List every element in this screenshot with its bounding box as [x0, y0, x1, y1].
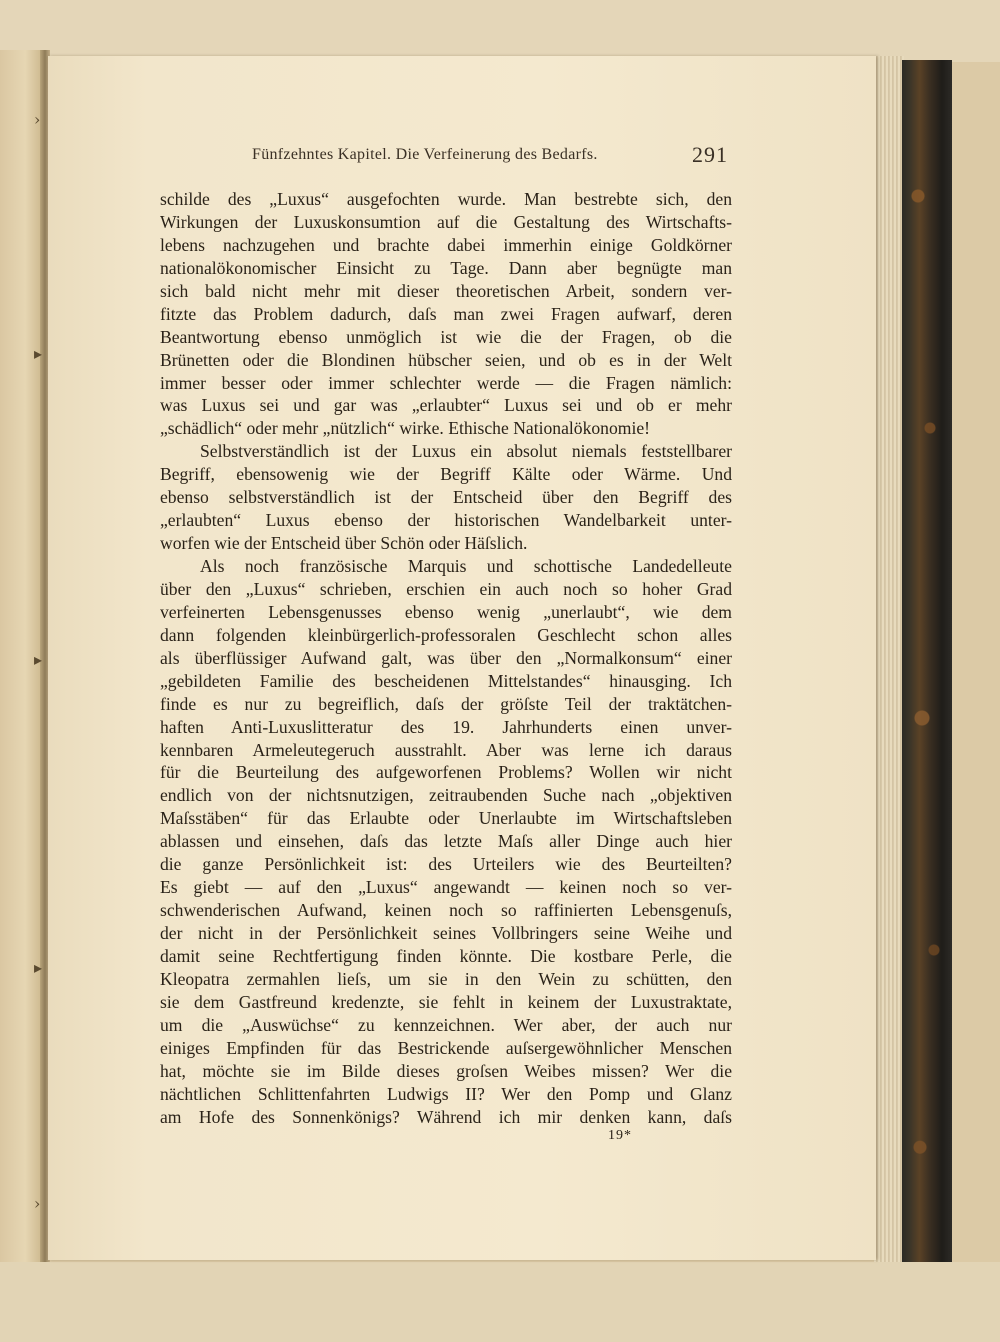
- text-line: haften Anti-Luxuslitteratur des 19. Jahrhunderts einen unver-: [160, 716, 732, 737]
- text-line: als überflüssiger Aufwand galt, was über den „Normalkonsum“ einer: [160, 647, 732, 668]
- page-number: 291: [692, 142, 728, 167]
- text-line: nationalökonomischer Einsicht zu Tage. Dann aber begnügte man: [160, 257, 732, 278]
- text-line: am Hofe des Sonnenkönigs? Während ich mir denken kann, daſs: [160, 1106, 732, 1127]
- margin-mark: ▸: [34, 344, 43, 363]
- text-line: um die „Auswüchse“ zu kennzeichnen. Wer aber, der auch nur: [160, 1014, 732, 1035]
- background-top: [0, 0, 1000, 62]
- text-line: einiges Empfinden für das Bestrickende auſsergewöhnlicher Menschen: [160, 1037, 732, 1058]
- margin-mark: ▸: [34, 650, 43, 669]
- text-line: Begriff, ebensowenig wie der Begriff Kälte oder Wärme. Und: [160, 464, 732, 485]
- text-line: der nicht in der Persönlichkeit seines Vollbringers seine Weihe und: [160, 923, 732, 943]
- text-line: ablassen und einsehen, daſs das letzte Maſs aller Dinge auch hier: [160, 831, 732, 852]
- text-line: sich bald nicht mehr mit dieser theoretischen Arbeit, sondern ver-: [160, 280, 732, 301]
- text-line: was Luxus sei und gar was „erlaubter“ Luxus sei und ob er mehr: [160, 395, 732, 416]
- body-text: [160, 188, 732, 1128]
- text-line: die ganze Persönlichkeit ist: des Urteilers wie des Beurteilten?: [160, 854, 732, 875]
- text-line: endlich von der nichtsnutzigen, zeitraubenden Suche nach „objektiven: [160, 785, 732, 806]
- text-line: schwenderischen Aufwand, keinen noch so raffinierten Lebensgenuſs,: [160, 900, 732, 921]
- text-line: nächtlichen Schlittenfahrten Ludwigs II? Wer den Pomp und Glanz: [160, 1083, 732, 1104]
- margin-mark: ›: [34, 1194, 41, 1213]
- text-line: Als noch französische Marquis und schottische Landedelleute: [200, 556, 732, 576]
- text-line: fitzte das Problem dadurch, daſs man zwei Fragen aufwarf, deren: [160, 303, 732, 324]
- margin-mark: ›: [34, 110, 41, 129]
- margin-marks: [34, 0, 48, 1342]
- background-bottom: [0, 1262, 1000, 1342]
- text-line: „schädlich“ oder mehr „nützlich“ wirke. Ethische Nationalökonomie!: [160, 418, 650, 439]
- text-line: finde es nur zu begreiflich, daſs der gröſste Teil der traktätchen-: [160, 693, 732, 714]
- text-line: „erlaubten“ Luxus ebenso der historischen Wandelbarkeit unter-: [160, 510, 732, 531]
- text-line: lebens nachzugehen und brachte dabei immerhin einige Goldkörner: [160, 234, 732, 255]
- text-line: „gebildeten Familie des bescheidenen Mittelstandes“ hinausging. Ich: [160, 670, 732, 691]
- text-line: Brünetten oder die Blondinen hübscher seien, und ob es in der Welt: [160, 349, 732, 370]
- text-line: worfen wie der Entscheid über Schön oder Häſslich.: [160, 533, 528, 554]
- running-title: Fünfzehntes Kapitel. Die Verfeinerung des Bedarfs.: [252, 146, 598, 163]
- text-line: verfeinerten Lebensgenusses ebenso wenig „unerlaubt“, wie dem: [160, 601, 732, 622]
- text-line: über den „Luxus“ schrieben, erschien ein auch noch so hoher Grad: [160, 578, 732, 599]
- text-line: Selbstverständlich ist der Luxus ein absolut niemals feststellbarer: [200, 441, 732, 462]
- text-line: Maſsstäben“ für das Erlaubte oder Unerlaubte im Wirtschaftsleben: [160, 808, 732, 829]
- text-line: Beantwortung ebenso unmöglich ist wie die der Fragen, ob die: [160, 326, 732, 347]
- text-line: sie dem Gastfreund kredenzte, sie fehlt in keinem der Luxustraktate,: [160, 991, 732, 1012]
- text-line: Wirkungen der Luxuskonsumtion auf die Gestaltung des Wirtschafts-: [160, 211, 732, 232]
- text-line: kennbaren Armeleutegeruch ausstrahlt. Aber was lerne ich daraus: [160, 739, 732, 760]
- text-line: für die Beurteilung des aufgeworfenen Problems? Wollen wir nicht: [160, 762, 732, 783]
- page-block-edges: [874, 56, 904, 1262]
- text-line: Es giebt — auf den „Luxus“ angewandt — keinen noch so ver-: [160, 877, 732, 898]
- text-line: Kleopatra zermahlen lieſs, um sie in den Wein zu schütten, den: [160, 968, 732, 989]
- text-line: damit seine Rechtfertigung finden könnte. Die kostbare Perle, die: [160, 945, 732, 966]
- text-line: ebenso selbstverständlich ist der Entscheid über den Begriff des: [160, 487, 732, 508]
- margin-mark: ▸: [34, 958, 43, 977]
- text-line: hat, möchte sie im Bilde dieses groſsen Weibes missen? Wer die: [160, 1060, 732, 1081]
- running-header: [252, 142, 732, 170]
- text-line: schilde des „Luxus“ ausgefochten wurde. Man bestrebte sich, den: [160, 189, 732, 209]
- text-line: immer besser oder immer schlechter werde — die Fragen nämlich:: [160, 372, 732, 393]
- cover-texture: [906, 80, 946, 1240]
- text-line: dann folgenden kleinbürgerlich-professoralen Geschlecht schon alles: [160, 624, 732, 645]
- signature-mark: 19*: [608, 1128, 632, 1143]
